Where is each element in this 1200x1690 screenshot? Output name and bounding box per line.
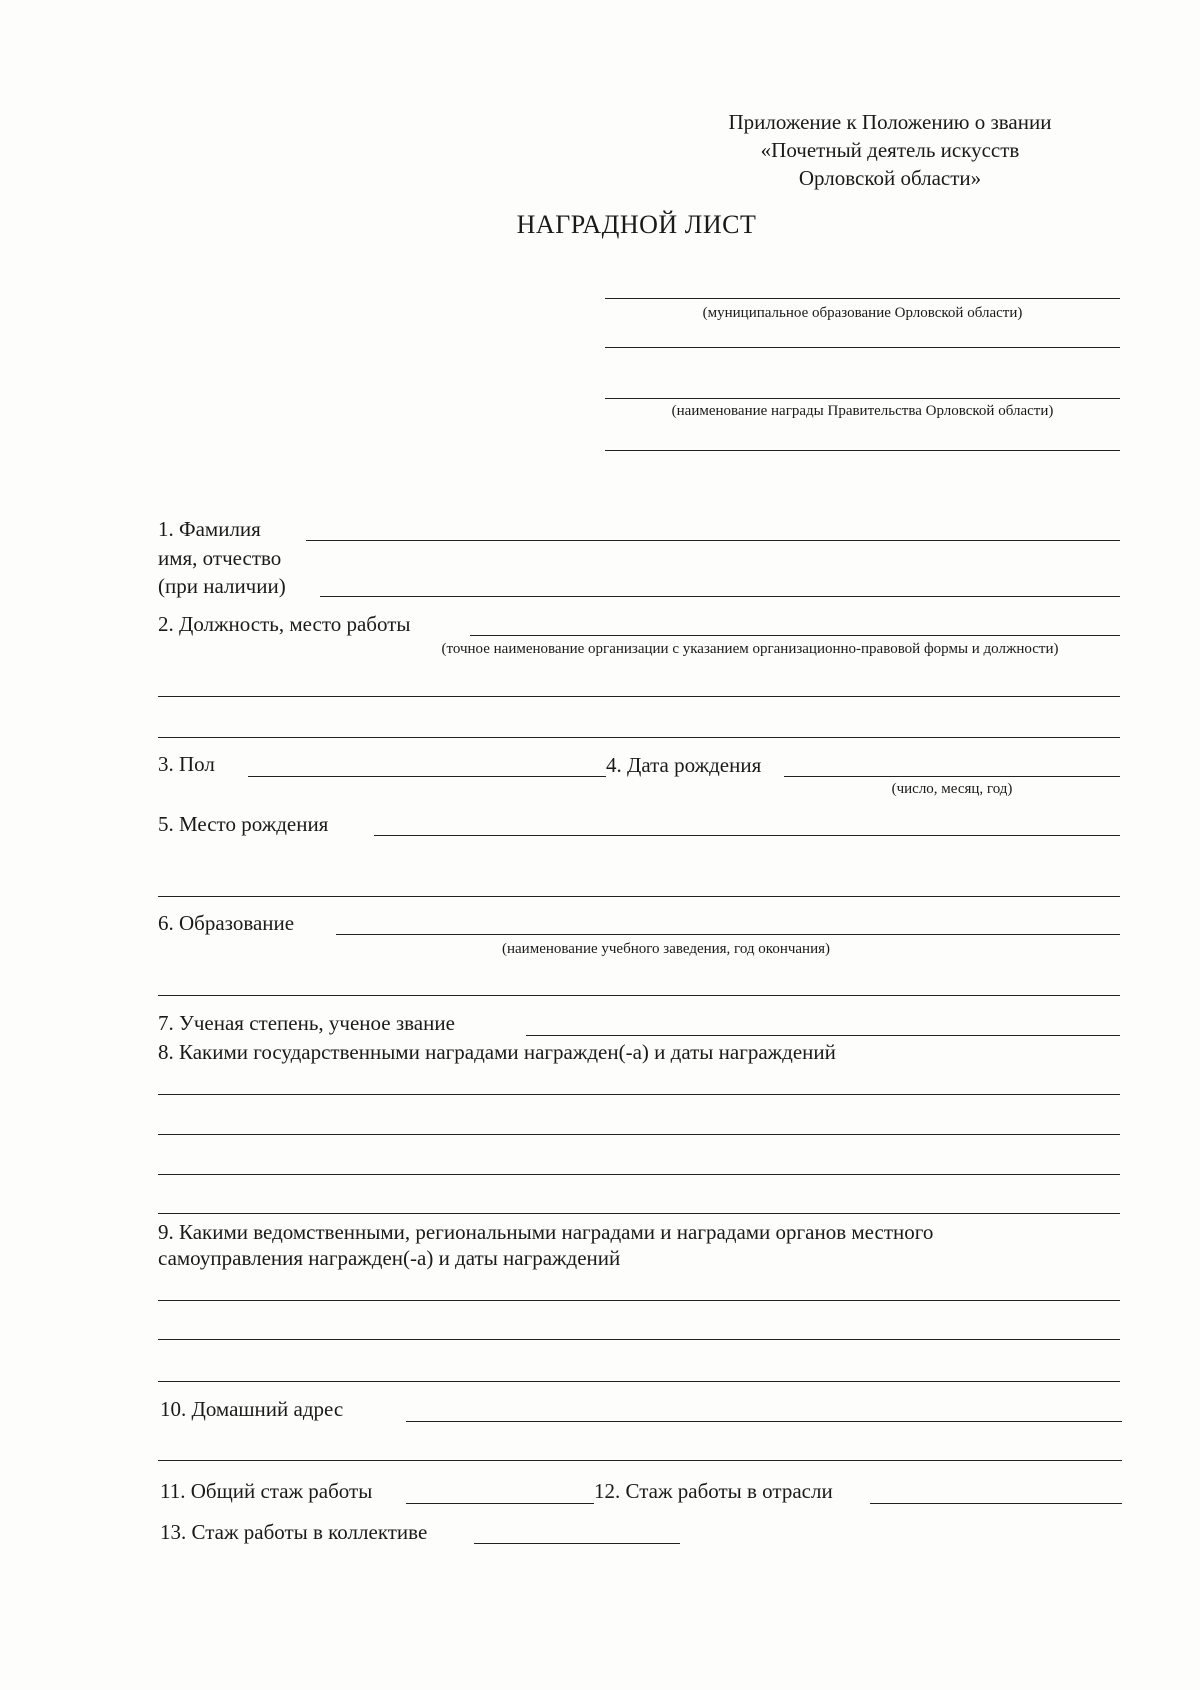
header-line-3: Орловской области» — [798, 166, 982, 190]
label-departmental-awards: 9. Какими ведомственными, региональными наградами и наградами органов местного — [158, 1220, 934, 1244]
birth-date-field[interactable] — [784, 776, 1120, 777]
birth-place-field-2[interactable] — [158, 896, 1120, 897]
position-field[interactable] — [470, 635, 1120, 636]
industry-experience-field[interactable] — [870, 1503, 1122, 1504]
birth-place-field[interactable] — [374, 835, 1120, 836]
departmental-awards-field-3[interactable] — [158, 1381, 1120, 1382]
state-awards-field-2[interactable] — [158, 1134, 1120, 1135]
label-position: 2. Должность, место работы — [158, 612, 411, 636]
label-surname: 1. Фамилия — [158, 517, 261, 541]
name-patronymic-field[interactable] — [320, 596, 1120, 597]
award-name-field-2[interactable] — [605, 450, 1120, 451]
total-experience-field[interactable] — [406, 1503, 594, 1504]
home-address-field-2[interactable] — [158, 1460, 1122, 1461]
hint-award-name: (наименование награды Правительства Орловской области) — [671, 403, 1054, 419]
departmental-awards-field-2[interactable] — [158, 1339, 1120, 1340]
label-total-experience: 11. Общий стаж работы — [160, 1479, 373, 1503]
label-if-any: (при наличии) — [158, 574, 286, 598]
label-sex: 3. Пол — [158, 752, 215, 776]
hint-birth-date: (число, месяц, год) — [891, 781, 1013, 797]
degree-field[interactable] — [526, 1035, 1120, 1036]
sex-field[interactable] — [248, 776, 606, 777]
education-field[interactable] — [336, 934, 1120, 935]
state-awards-field-3[interactable] — [158, 1174, 1120, 1175]
label-birth-place: 5. Место рождения — [158, 812, 329, 836]
label-home-address: 10. Домашний адрес — [160, 1397, 344, 1421]
position-field-3[interactable] — [158, 737, 1120, 738]
label-name-patronymic: имя, отчество — [158, 546, 282, 570]
label-birth-date: 4. Дата рождения — [606, 753, 762, 777]
header-line-1: Приложение к Положению о звании — [728, 110, 1052, 134]
award-name-field[interactable] — [605, 398, 1120, 399]
hint-education: (наименование учебного заведения, год окончания) — [502, 941, 830, 957]
label-degree: 7. Ученая степень, ученое звание — [158, 1011, 455, 1035]
departmental-awards-field-1[interactable] — [158, 1300, 1120, 1301]
position-field-2[interactable] — [158, 696, 1120, 697]
label-education: 6. Образование — [158, 911, 295, 935]
team-experience-field[interactable] — [474, 1543, 680, 1544]
state-awards-field-4[interactable] — [158, 1213, 1120, 1214]
home-address-field[interactable] — [406, 1421, 1122, 1422]
label-state-awards: 8. Какими государственными наградами награжден(-а) и даты награждений — [158, 1040, 836, 1064]
label-team-experience: 13. Стаж работы в коллективе — [160, 1520, 428, 1544]
header-line-2: «Почетный деятель искусств — [760, 138, 1020, 162]
municipality-field-2[interactable] — [605, 347, 1120, 348]
municipality-field[interactable] — [605, 298, 1120, 299]
surname-field[interactable] — [306, 540, 1120, 541]
state-awards-field-1[interactable] — [158, 1094, 1120, 1095]
education-field-2[interactable] — [158, 995, 1120, 996]
document-title: НАГРАДНОЙ ЛИСТ — [516, 210, 757, 239]
label-industry-experience: 12. Стаж работы в отрасли — [594, 1479, 833, 1503]
hint-municipality: (муниципальное образование Орловской области) — [702, 305, 1023, 321]
hint-organization: (точное наименование организации с указанием организационно-правовой формы и должности) — [441, 641, 1059, 657]
label-departmental-awards-2: самоуправления награжден(-а) и даты награждений — [158, 1246, 621, 1270]
